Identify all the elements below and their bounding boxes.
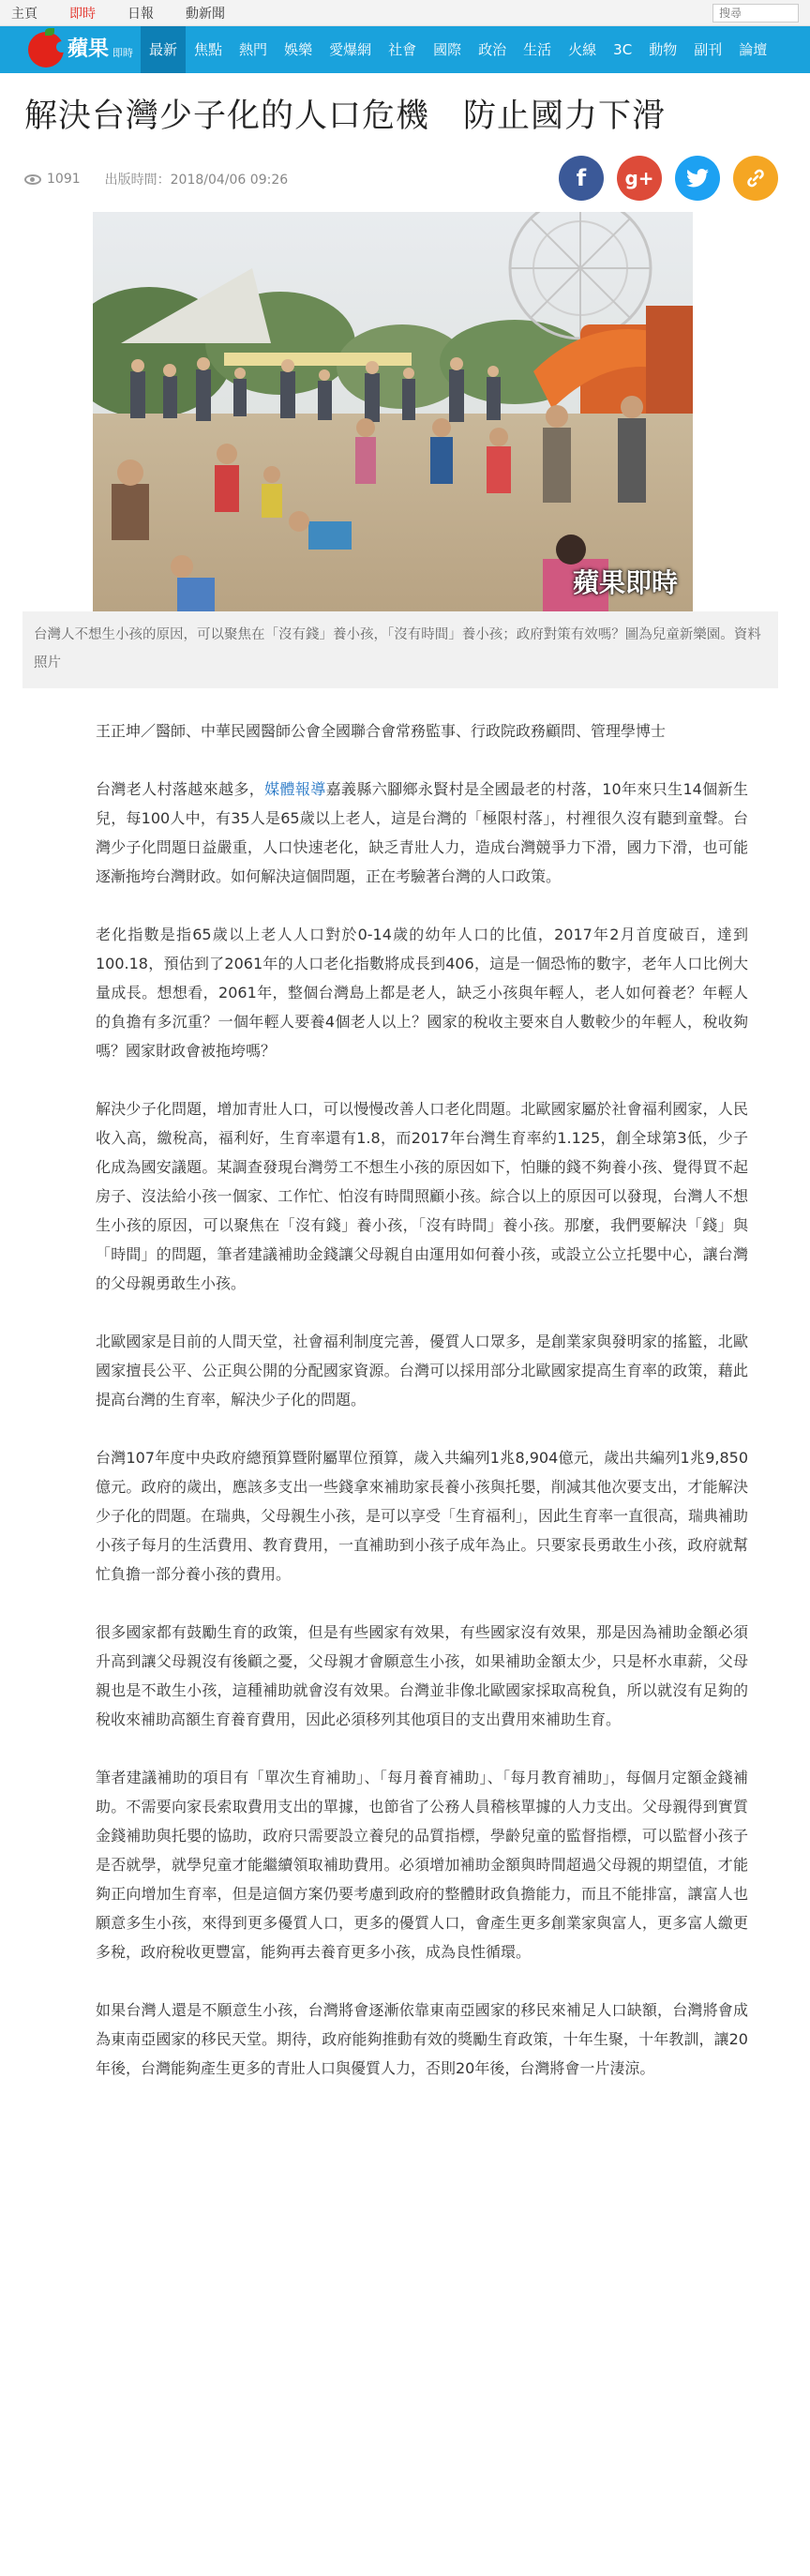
nav-item-hot[interactable]: 熱門 [239, 41, 268, 58]
facebook-share-button[interactable] [559, 156, 604, 201]
logo-sub: 即時 [112, 47, 134, 59]
nav-items [141, 26, 775, 73]
top-link-realtime[interactable]: 即時 [69, 6, 96, 22]
paragraph-1-text-a: 台灣老人村落越來越多， [96, 780, 265, 798]
article-paragraph-2: 老化指數是指65歲以上老人人口對於0-14歲的幼年人口的比值，2017年2月首度破百，達到100.18，預估到了2061年的人口老化指數將成長到406，這是一個恐怖的數字，老年人口比例大量成長。想想看，2061年，整個台灣島上都是老人，缺乏小孩與年輕人，老人如何養老？年輕人的負擔有多沉重？一個年輕人要養4個老人以上？國家的稅收主要來自人數較少的年輕人，稅收夠嗎？國家財政會被拖垮嗎？ [96, 926, 748, 1060]
nav-item-animals[interactable]: 動物 [649, 41, 678, 58]
top-link-home[interactable]: 主頁 [11, 6, 38, 22]
google-plus-share-button[interactable] [617, 156, 662, 201]
site-logo[interactable] [0, 26, 141, 73]
facebook-icon: f [576, 165, 587, 191]
main-nav [0, 26, 810, 73]
article-body [0, 688, 810, 2083]
paragraph-1-text-b: 嘉義縣六腳鄉永賢村是全國最老的村落，10年來只生14個新生兒，每100人中，有35人是65歲以上老人，這是台灣的「極限村落」，村裡很久沒有聽到童聲。台灣少子化問題日益嚴重，人口快速老化，缺乏青壯人力，造成台灣競爭力下滑，國力下滑，也可能逐漸拖垮台灣財政。如何解決這個問題，正在考驗著台灣的人口政策。 [96, 780, 748, 885]
photo-watermark: 蘋果即時 [572, 567, 678, 598]
top-utility-bar [0, 0, 810, 26]
article-paragraph-8: 如果台灣人還是不願意生小孩，台灣將會逐漸依靠東南亞國家的移民來補足人口缺額，台灣將會成為東南亞國家的移民天堂。期待，政府能夠推動有效的獎勵生育政策，十年生聚，十年教訓，讓20年後，台灣能夠產生更多的青壯人口與優質人力，否則20年後，台灣將會一片淒涼。 [96, 2001, 748, 2077]
article-paragraph-3: 解決少子化問題，增加青壯人口，可以慢慢改善人口老化問題。北歐國家屬於社會福利國家，人民收入高，繳稅高，福利好，生育率還有1.8，而2017年台灣生育率約1.125，創全球第3低，少子化成為國安議題。某調查發現台灣勞工不想生小孩的原因如下，怕賺的錢不夠養小孩、覺得買不起房子、沒法給小孩一個家、工作忙、怕沒有時間照顧小孩。綜合以上的原因可以發現，台灣人不想生小孩的原因，可以聚焦在「沒有錢」養小孩，「沒有時間」養小孩。那麼，我們要解決「錢」與「時間」的問題，筆者建議補助金錢讓父母親自由運用如何養小孩，或設立公立托嬰中心，讓台灣的父母親勇敢生小孩。 [96, 1100, 748, 1292]
article-author: 王正坤／醫師、中華民國醫師公會全國聯合會常務監事、行政院政務顧問、管理學博士 [96, 722, 667, 740]
share-buttons [546, 156, 778, 201]
article-meta [0, 146, 810, 212]
nav-item-latest[interactable]: 最新 [141, 26, 186, 73]
twitter-share-button[interactable] [675, 156, 720, 201]
nav-item-international[interactable]: 國際 [433, 41, 462, 58]
nav-item-focus[interactable]: 焦點 [194, 41, 223, 58]
top-link-animation-news[interactable]: 動新聞 [186, 6, 225, 22]
article-headline: 解決台灣少子化的人口危機 防止國力下滑 [24, 98, 667, 135]
article-paragraph-6: 很多國家都有鼓勵生育的政策，但是有些國家有效果，有些國家沒有效果，那是因為補助金額必須升高到讓父母親沒有後顧之憂，父母親才會願意生小孩，如果補助金額太少，只是杯水車薪，父母親也是不敢生小孩，這種補助就會沒有效果。台灣並非像北歐國家採取高稅負，所以就沒有足夠的稅收來補助高額生育養育費用，因此必須移列其他項目的支出費用來補助生育。 [96, 1623, 748, 1728]
nav-item-3c[interactable]: 3C [613, 41, 633, 58]
view-count [24, 172, 81, 187]
eye-icon [24, 174, 41, 185]
article-paragraph-1 [96, 775, 748, 891]
search-input[interactable] [712, 4, 799, 23]
nav-item-society[interactable]: 社會 [388, 41, 417, 58]
copy-link-button[interactable] [733, 156, 778, 201]
playground-photo [93, 212, 693, 611]
apple-logo-icon [28, 32, 64, 68]
article-paragraph-4: 北歐國家是目前的人間天堂，社會福利制度完善，優質人口眾多，是創業家與發明家的搖籃，北歐國家擅長公平、公正與公開的分配國家資源。台灣可以採用部分北歐國家提高生育率的政策，藉此提高台灣的生育率，解決少子化的問題。 [96, 1333, 748, 1409]
publish-date: 出版時間：2018/04/06 09:26 [104, 173, 289, 188]
nav-item-frontline[interactable]: 火線 [568, 41, 597, 58]
google-plus-icon: g+ [624, 167, 654, 189]
article-photo [93, 212, 693, 611]
nav-item-supplement[interactable]: 副刊 [694, 41, 723, 58]
nav-item-love-bomb[interactable]: 愛爆網 [329, 41, 372, 58]
media-report-link[interactable]: 媒體報導 [264, 780, 326, 798]
logo-name: 蘋果 [68, 38, 110, 61]
link-icon [745, 168, 766, 188]
nav-item-entertainment[interactable]: 娛樂 [284, 41, 313, 58]
photo-caption: 台灣人不想生小孩的原因，可以聚焦在「沒有錢」養小孩，「沒有時間」養小孩；政府對策有效嗎？圖為兒童新樂園。資料照片 [22, 611, 778, 688]
article-paragraph-7: 筆者建議補助的項目有「單次生育補助」、「每月養育補助」、「每月教育補助」，每個月定額金錢補助。不需要向家長索取費用支出的單據，也節省了公務人員稽核單據的人力支出。父母親得到實質金錢補助與托嬰的協助，政府只需要設立養兒的品質指標，學齡兒童的監督指標，可以監督小孩子是否就學，就學兒童才能繼續領取補助費用。必須增加補助金額與時間超過父母親的期望值，才能夠正向增加生育率，但是這個方案仍要考慮到政府的整體財政負擔能力，而且不能排富，讓富人也願意多生小孩，來得到更多優質人口，更多的優質人口，會產生更多創業家與富人，更多富人繳更多稅，政府稅收更豐富，能夠再去養育更多小孩，成為良性循環。 [96, 1769, 748, 1961]
twitter-icon [686, 169, 709, 188]
nav-item-politics[interactable]: 政治 [478, 41, 507, 58]
nav-item-life[interactable]: 生活 [523, 41, 552, 58]
article-paragraph-5: 台灣107年度中央政府總預算暨附屬單位預算，歲入共編列1兆8,904億元，歲出共編列1兆9,850億元。政府的歲出，應該多支出一些錢拿來補助家長養小孩與托嬰，削減其他次要支出，才能解決少子化的問題。在瑞典，父母親生小孩，是可以享受「生育福利」，因此生育率一直很高，瑞典補助小孩子每月的生活費用、教育費用，一直補助到小孩子成年為止。只要家長勇敢生小孩，政府就幫忙負擔一部分養小孩的費用。 [96, 1449, 749, 1583]
top-link-daily[interactable]: 日報 [128, 6, 154, 22]
nav-item-forum[interactable]: 論壇 [739, 41, 768, 58]
view-count-value: 1091 [47, 172, 81, 187]
